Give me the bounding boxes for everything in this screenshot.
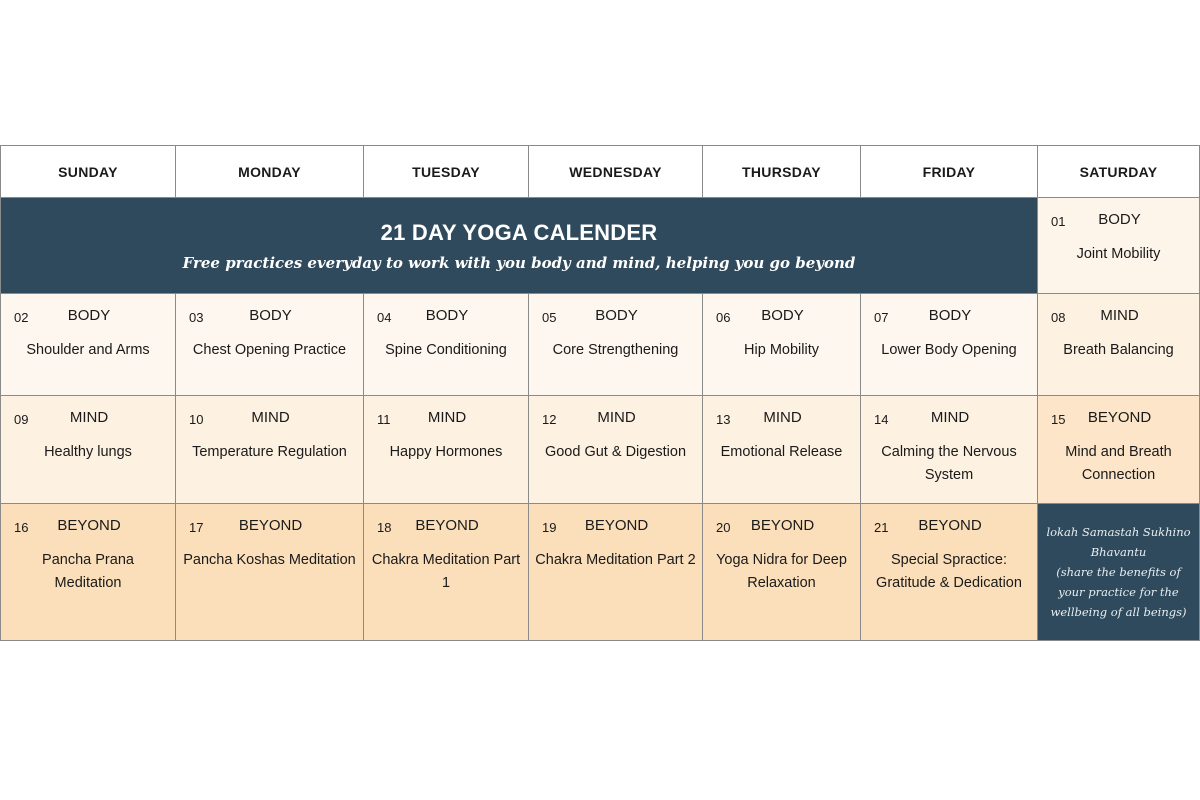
day-practice: Chakra Meditation Part 1 xyxy=(371,552,521,591)
calendar-banner xyxy=(0,198,1038,294)
day-number: 13 xyxy=(716,412,731,427)
day-practice: Healthy lungs xyxy=(44,444,132,460)
header-monday: MONDAY xyxy=(176,145,364,198)
day-category: BODY xyxy=(425,307,469,324)
day-cell-18 xyxy=(364,504,529,641)
day-category: MIND xyxy=(930,409,970,426)
day-number: 03 xyxy=(189,310,204,325)
day-category: BEYOND xyxy=(584,517,649,534)
header-sunday: SUNDAY xyxy=(0,145,176,198)
header-saturday: SATURDAY xyxy=(1038,145,1200,198)
day-category: MIND xyxy=(1100,307,1139,324)
day-practice: Pancha Prana Meditation xyxy=(42,552,134,591)
day-practice: Calming the Nervous System xyxy=(881,444,1017,483)
day-practice: Temperature Regulation xyxy=(192,444,347,460)
day-category: BODY xyxy=(67,307,111,324)
day-cell-03 xyxy=(176,294,364,396)
day-category: MIND xyxy=(69,409,109,426)
day-number: 17 xyxy=(189,520,204,535)
day-number: 08 xyxy=(1051,310,1066,325)
day-cell-15 xyxy=(1038,396,1200,504)
day-cell-14 xyxy=(861,396,1038,504)
day-practice: Shoulder and Arms xyxy=(26,342,150,358)
day-cell-20 xyxy=(703,504,861,641)
day-category: MIND xyxy=(597,409,636,426)
day-practice: Lower Body Opening xyxy=(881,342,1017,358)
day-number: 10 xyxy=(189,412,204,427)
day-category: BODY xyxy=(249,307,292,324)
day-cell-11 xyxy=(364,396,529,504)
day-number: 02 xyxy=(14,310,29,325)
header-tuesday: TUESDAY xyxy=(364,145,529,198)
day-cell-08 xyxy=(1038,294,1200,396)
day-category: BODY xyxy=(595,307,638,324)
day-cell-16 xyxy=(0,504,176,641)
banner-subtitle: Free practices everyday to work with you body and mind, helping you go beyond xyxy=(182,253,856,272)
day-number: 21 xyxy=(874,520,889,535)
day-category: BODY xyxy=(1098,211,1141,228)
day-cell-17 xyxy=(176,504,364,641)
day-cell-06 xyxy=(703,294,861,396)
day-cell-07 xyxy=(861,294,1038,396)
day-practice: Pancha Koshas Meditation xyxy=(183,552,356,568)
day-cell-19 xyxy=(529,504,703,641)
yoga-calendar-grid xyxy=(0,145,1200,641)
day-practice: Special Spractice: Gratitude & Dedication xyxy=(876,552,1022,591)
day-category: MIND xyxy=(251,409,290,426)
day-practice: Yoga Nidra for Deep Relaxation xyxy=(716,552,847,591)
day-practice: Hip Mobility xyxy=(744,342,819,358)
day-number: 12 xyxy=(542,412,557,427)
day-category: BEYOND xyxy=(238,517,303,534)
day-category: BEYOND xyxy=(918,517,982,534)
day-practice: Joint Mobility xyxy=(1076,246,1161,262)
day-number: 11 xyxy=(377,412,391,427)
day-number: 14 xyxy=(874,412,889,427)
day-number: 18 xyxy=(377,520,392,535)
blessing-cell xyxy=(1038,504,1200,641)
day-practice: Chakra Meditation Part 2 xyxy=(535,552,696,568)
header-thursday: THURSDAY xyxy=(703,145,861,198)
day-practice: Chest Opening Practice xyxy=(192,342,347,358)
day-number: 16 xyxy=(14,520,29,535)
day-number: 06 xyxy=(716,310,731,325)
day-cell-05 xyxy=(529,294,703,396)
day-number: 15 xyxy=(1051,412,1066,427)
day-practice: Core Strengthening xyxy=(552,342,679,358)
day-cell-02 xyxy=(0,294,176,396)
day-cell-21 xyxy=(861,504,1038,641)
day-practice: Happy Hormones xyxy=(389,444,503,460)
day-cell-04 xyxy=(364,294,529,396)
day-number: 05 xyxy=(542,310,557,325)
day-number: 04 xyxy=(377,310,392,325)
day-category: MIND xyxy=(427,409,467,426)
day-category: BEYOND xyxy=(750,517,815,534)
day-number: 19 xyxy=(542,520,557,535)
day-category: BODY xyxy=(928,307,972,324)
day-category: MIND xyxy=(763,409,802,426)
day-number: 09 xyxy=(14,412,29,427)
day-number: 07 xyxy=(874,310,889,325)
header-wednesday: WEDNESDAY xyxy=(529,145,703,198)
blessing-mantra: lokah Samastah Sukhino Bhavantu xyxy=(1046,525,1191,559)
day-practice: Spine Conditioning xyxy=(385,342,507,358)
day-cell-10 xyxy=(176,396,364,504)
banner-title: 21 DAY YOGA CALENDER xyxy=(380,219,658,245)
day-practice: Breath Balancing xyxy=(1063,342,1174,358)
day-category: BEYOND xyxy=(1087,409,1152,426)
day-number: 01 xyxy=(1051,214,1066,229)
day-practice: Good Gut & Digestion xyxy=(544,444,687,460)
blessing-note: (share the benefits of your practice for the wellbeing of all beings) xyxy=(1050,565,1187,619)
day-category: BEYOND xyxy=(57,517,121,534)
day-cell-12 xyxy=(529,396,703,504)
day-category: BODY xyxy=(761,307,804,324)
day-cell-09 xyxy=(0,396,176,504)
day-practice: Emotional Release xyxy=(720,444,843,460)
day-category: BEYOND xyxy=(415,517,479,534)
day-number: 20 xyxy=(716,520,731,535)
day-practice: Mind and Breath Connection xyxy=(1065,444,1172,483)
day-cell-13 xyxy=(703,396,861,504)
header-friday: FRIDAY xyxy=(861,145,1038,198)
day-cell-01 xyxy=(1038,198,1200,294)
